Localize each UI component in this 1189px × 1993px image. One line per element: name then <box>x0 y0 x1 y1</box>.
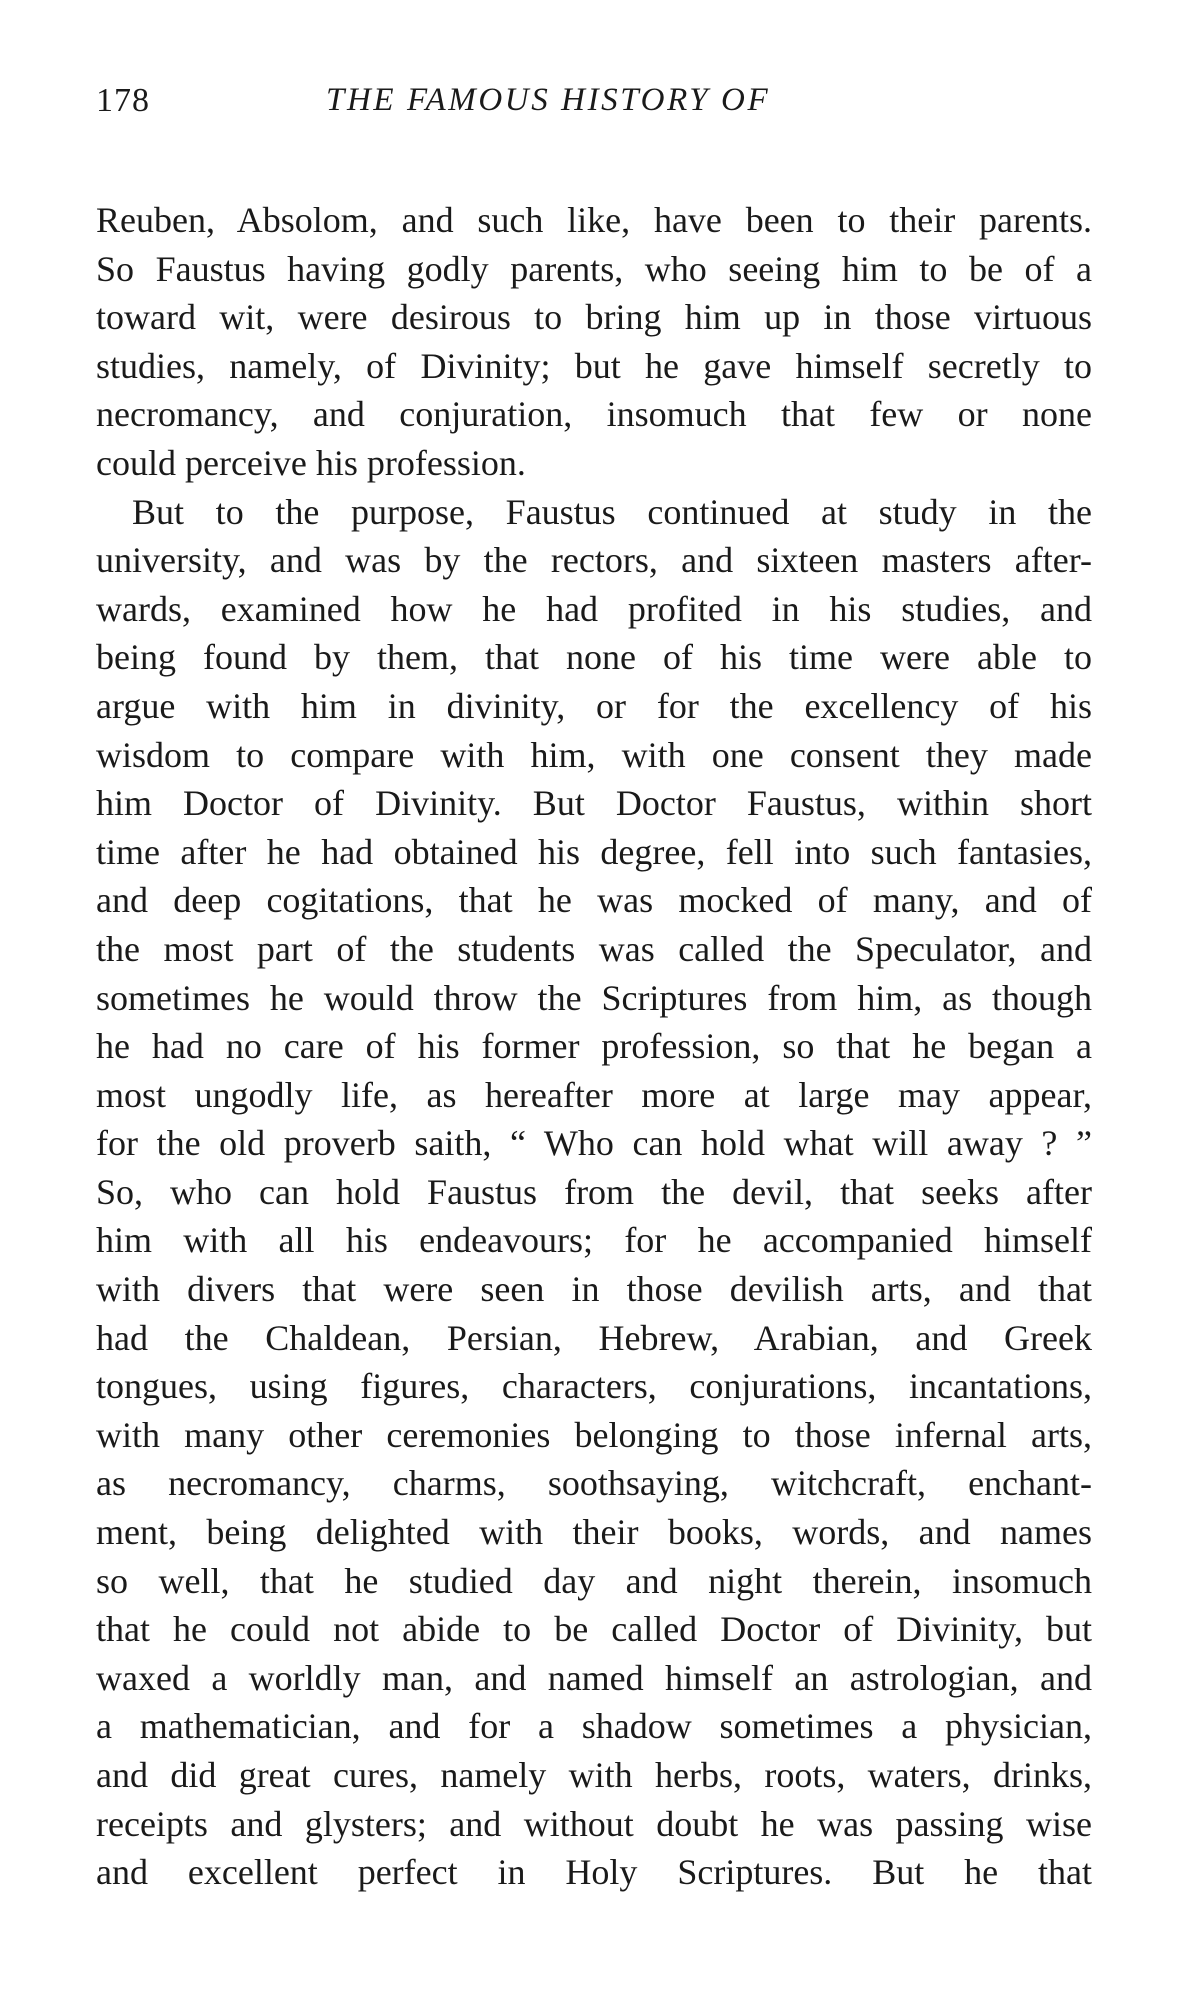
text-line: he had no care of his former profession, so that he began a <box>96 1026 1092 1067</box>
text-line: the most part of the students was called the Speculator, and <box>96 928 1092 969</box>
text-line: him with all his endeavours; for he accompanied himself <box>96 1220 1092 1261</box>
running-title: THE FAMOUS HISTORY OF <box>326 82 771 118</box>
text-line: university, and was by the rectors, and sixteen masters after- <box>96 540 1092 581</box>
text-line: studies, namely, of Divinity; but he gave himself secretly to <box>96 345 1092 386</box>
text-line: as necromancy, charms, soothsaying, witchcraft, enchant- <box>96 1463 1092 1504</box>
text-line: wisdom to compare with him, with one consent they made <box>96 734 1092 775</box>
text-line: necromancy, and conjuration, insomuch that few or none <box>96 394 1092 435</box>
text-line: him Doctor of Divinity. But Doctor Faustus, within short <box>96 783 1092 824</box>
text-line: ment, being delighted with their books, words, and names <box>96 1512 1092 1553</box>
text-line: and did great cures, namely with herbs, roots, waters, drinks, <box>96 1755 1092 1795</box>
text-line: But to the purpose, Faustus continued at study in the <box>132 491 1092 532</box>
text-line: could perceive his profession. <box>96 442 526 483</box>
text-line: had the Chaldean, Persian, Hebrew, Arabian, and Greek <box>96 1317 1092 1358</box>
text-line: so well, that he studied day and night therein, insomuch <box>96 1560 1092 1601</box>
text-line: for the old proverb saith, “ Who can hold what will away ? ” <box>96 1123 1092 1164</box>
text-line: sometimes he would throw the Scriptures from him, as though <box>96 977 1092 1018</box>
page-number: 178 <box>96 82 150 119</box>
text-line: with many other ceremonies belonging to those infernal arts, <box>96 1414 1092 1455</box>
text-line: and deep cogitations, that he was mocked of many, and of <box>96 880 1092 921</box>
text-line: a mathematician, and for a shadow sometimes a physician, <box>96 1706 1092 1747</box>
text-line: Reuben, Absolom, and such like, have been to their parents. <box>96 200 1092 240</box>
text-line: So, who can hold Faustus from the devil, that seeks after <box>96 1171 1092 1212</box>
text-line: argue with him in divinity, or for the excellency of his <box>96 685 1092 726</box>
text-line: wards, examined how he had profited in his studies, and <box>96 588 1092 629</box>
body-text <box>96 196 1092 1897</box>
text-line: with divers that were seen in those devilish arts, and that <box>96 1269 1092 1310</box>
text-line: being found by them, that none of his time were able to <box>96 637 1092 678</box>
text-line: toward wit, were desirous to bring him up in those virtuous <box>96 297 1092 338</box>
text-line: receipts and glysters; and without doubt he was passing wise <box>96 1803 1092 1844</box>
text-line: tongues, using figures, characters, conjurations, incantations, <box>96 1366 1092 1407</box>
paragraph <box>96 196 1092 488</box>
text-line: waxed a worldly man, and named himself an astrologian, and <box>96 1657 1092 1698</box>
text-line: and excellent perfect in Holy Scriptures. But he that <box>96 1852 1092 1893</box>
paragraph <box>96 488 1092 1897</box>
text-line: most ungodly life, as hereafter more at large may appear, <box>96 1074 1092 1115</box>
text-line: time after he had obtained his degree, fell into such fantasies, <box>96 831 1092 872</box>
text-line: So Faustus having godly parents, who seeing him to be of a <box>96 248 1092 289</box>
running-head <box>96 82 1086 132</box>
text-line: that he could not abide to be called Doctor of Divinity, but <box>96 1609 1092 1650</box>
